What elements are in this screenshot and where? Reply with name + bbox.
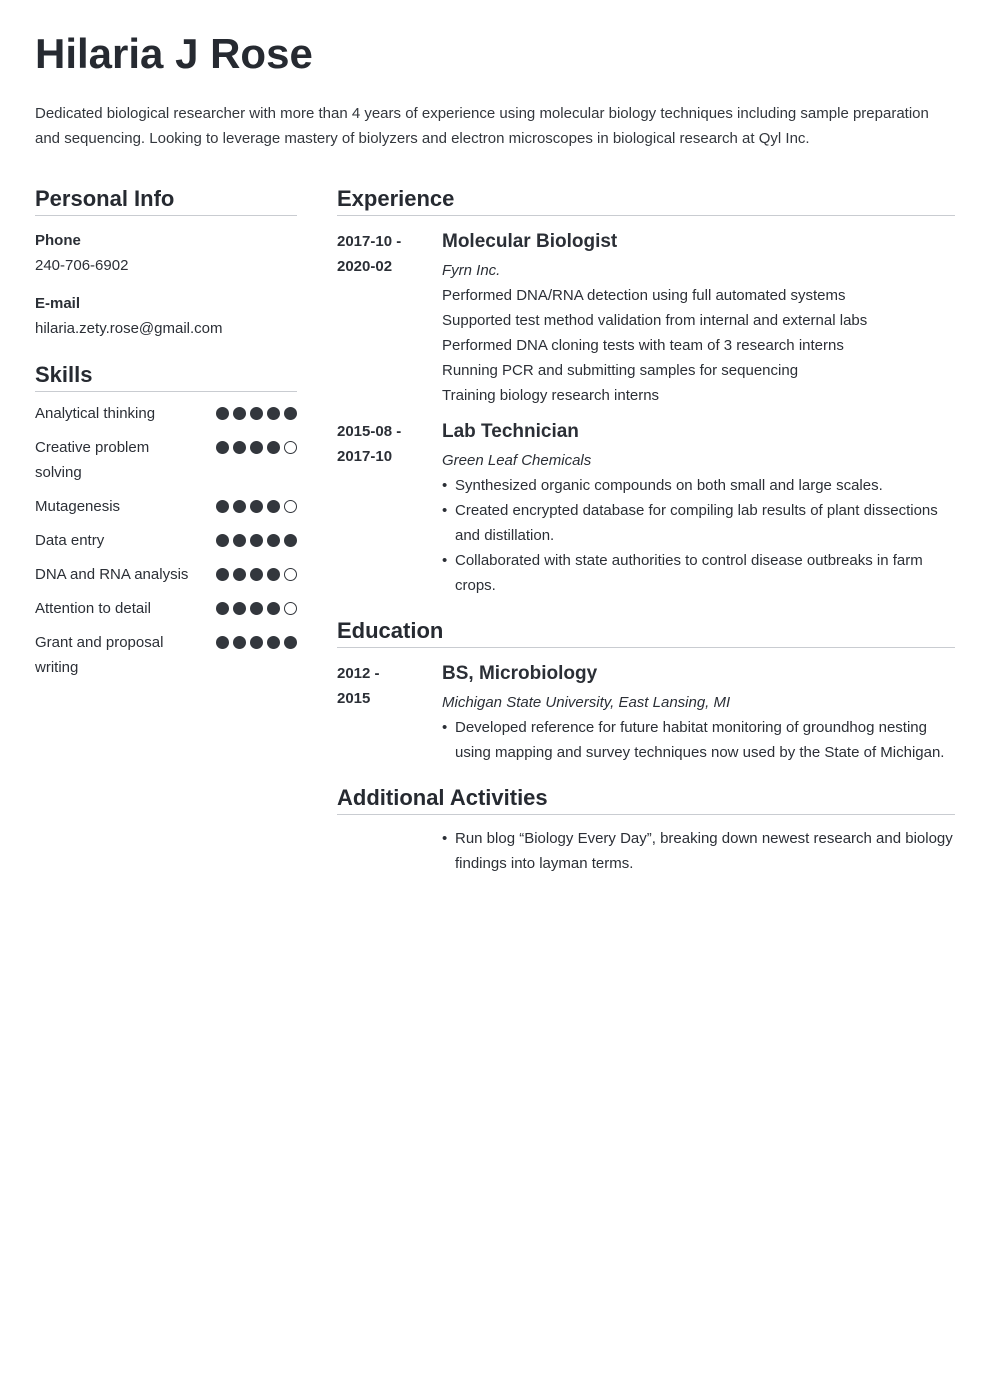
activity-text: Run blog “Biology Every Day”, breaking down newest research and biology findings into layman terms. — [455, 830, 953, 872]
rating-dot-filled-icon — [250, 534, 263, 547]
rating-dot-empty-icon — [284, 500, 297, 513]
skill-row — [35, 596, 297, 621]
skill-row — [35, 494, 297, 519]
rating-dot-filled-icon — [284, 407, 297, 420]
skills-list — [35, 401, 297, 680]
skill-row — [35, 562, 297, 587]
phone-label: Phone — [35, 232, 81, 249]
skill-rating — [216, 534, 297, 547]
education-body — [442, 661, 955, 765]
skill-name: Attention to detail — [35, 600, 151, 617]
duty-text: Synthesized organic compounds on both small and large scales. — [455, 477, 883, 494]
bullet-icon: • — [442, 502, 448, 519]
rating-dot-filled-icon — [233, 534, 246, 547]
school-name: Michigan State University, East Lansing, MI — [442, 694, 731, 711]
experience-heading: Experience — [337, 186, 955, 216]
skill-rating — [216, 568, 297, 581]
rating-dot-filled-icon — [233, 636, 246, 649]
skill-name: Creative problem solving — [35, 439, 150, 481]
duty-bullet — [442, 498, 955, 548]
job-duty: Training biology research interns — [442, 387, 660, 404]
education-date — [337, 661, 442, 765]
rating-dot-filled-icon — [250, 407, 263, 420]
rating-dot-empty-icon — [284, 568, 297, 581]
rating-dot-filled-icon — [216, 500, 229, 513]
rating-dot-filled-icon — [233, 441, 246, 454]
activities-heading: Additional Activities — [337, 785, 955, 815]
skill-row — [35, 435, 297, 485]
skill-name: DNA and RNA analysis — [35, 566, 189, 583]
job-duty: Supported test method validation from internal and external labs — [442, 312, 868, 329]
skill-rating — [216, 441, 297, 454]
rating-dot-empty-icon — [284, 602, 297, 615]
rating-dot-filled-icon — [233, 500, 246, 513]
duty-text: Collaborated with state authorities to control disease outbreaks in farm crops. — [455, 552, 923, 594]
personal-info-heading: Personal Info — [35, 186, 297, 216]
skill-row — [35, 630, 297, 680]
experience-entry — [337, 419, 955, 598]
experience-date — [337, 419, 442, 598]
rating-dot-filled-icon — [267, 568, 280, 581]
job-title: Molecular Biologist — [442, 231, 618, 252]
job-title: Lab Technician — [442, 421, 579, 442]
education-heading: Education — [337, 618, 955, 648]
rating-dot-filled-icon — [267, 500, 280, 513]
rating-dot-filled-icon — [250, 602, 263, 615]
skill-rating — [216, 636, 297, 649]
skill-name: Grant and proposal writing — [35, 634, 164, 676]
bullet-icon: • — [442, 719, 448, 736]
skills-heading: Skills — [35, 362, 297, 392]
activities-bullet-list — [442, 826, 955, 876]
bullet-icon: • — [442, 830, 448, 847]
date-start: 2015-08 - — [337, 423, 402, 440]
date-start: 2012 - — [337, 665, 380, 682]
skill-name: Analytical thinking — [35, 405, 156, 422]
job-duty: Performed DNA/RNA detection using full automated systems — [442, 287, 846, 304]
rating-dot-filled-icon — [233, 407, 246, 420]
date-start: 2017-10 - — [337, 233, 402, 250]
rating-dot-filled-icon — [250, 500, 263, 513]
skill-rating — [216, 407, 297, 420]
experience-body — [442, 229, 955, 408]
skill-row — [35, 401, 297, 426]
skill-name: Data entry — [35, 532, 105, 549]
rating-dot-filled-icon — [216, 441, 229, 454]
degree-title: BS, Microbiology — [442, 663, 598, 684]
right-column — [337, 186, 955, 876]
email-value: hilaria.zety.rose@gmail.com — [35, 320, 223, 337]
education-text: Developed reference for future habitat monitoring of groundhog nesting using mapping and survey techniques now used by the State of Michigan. — [455, 719, 945, 761]
rating-dot-filled-icon — [284, 534, 297, 547]
rating-dot-filled-icon — [233, 568, 246, 581]
rating-dot-filled-icon — [216, 636, 229, 649]
date-end: 2015 — [337, 690, 371, 707]
candidate-name: Hilaria J Rose — [35, 30, 313, 77]
rating-dot-filled-icon — [267, 407, 280, 420]
education-bullet-list — [442, 715, 955, 765]
skill-name: Mutagenesis — [35, 498, 121, 515]
activities-body — [442, 826, 955, 876]
email-label: E-mail — [35, 295, 81, 312]
rating-dot-filled-icon — [284, 636, 297, 649]
rating-dot-filled-icon — [250, 636, 263, 649]
skill-rating — [216, 500, 297, 513]
duty-bullet-list — [442, 473, 955, 598]
education-entry — [337, 661, 955, 765]
skill-row — [35, 528, 297, 553]
rating-dot-empty-icon — [284, 441, 297, 454]
duty-bullet — [442, 473, 955, 498]
rating-dot-filled-icon — [267, 441, 280, 454]
rating-dot-filled-icon — [233, 602, 246, 615]
education-bullet — [442, 715, 955, 765]
skill-rating — [216, 602, 297, 615]
job-duty: Performed DNA cloning tests with team of 3 research interns — [442, 337, 844, 354]
rating-dot-filled-icon — [216, 407, 229, 420]
experience-body — [442, 419, 955, 598]
activity-bullet — [442, 826, 955, 876]
rating-dot-filled-icon — [267, 636, 280, 649]
rating-dot-filled-icon — [267, 602, 280, 615]
left-column — [35, 186, 297, 689]
experience-entry — [337, 229, 955, 408]
phone-value: 240-706-6902 — [35, 257, 129, 274]
rating-dot-filled-icon — [216, 568, 229, 581]
date-end: 2017-10 — [337, 448, 393, 465]
bullet-icon: • — [442, 477, 448, 494]
rating-dot-filled-icon — [216, 602, 229, 615]
date-end: 2020-02 — [337, 258, 393, 275]
bullet-icon: • — [442, 552, 448, 569]
rating-dot-filled-icon — [267, 534, 280, 547]
duty-text: Created encrypted database for compiling lab results of plant dissections and distillation. — [455, 502, 938, 544]
rating-dot-filled-icon — [250, 568, 263, 581]
rating-dot-filled-icon — [216, 534, 229, 547]
rating-dot-filled-icon — [250, 441, 263, 454]
job-duty: Running PCR and submitting samples for sequencing — [442, 362, 799, 379]
profile-summary: Dedicated biological researcher with more than 4 years of experience using molecular biology techniques including sample preparation and sequencing. Looking to leverage mastery of biolyzers and electron microscopes in biological research at Qyl Inc. — [35, 105, 929, 147]
employer-name: Fyrn Inc. — [442, 262, 501, 279]
experience-date — [337, 229, 442, 408]
employer-name: Green Leaf Chemicals — [442, 452, 592, 469]
duty-bullet — [442, 548, 955, 598]
